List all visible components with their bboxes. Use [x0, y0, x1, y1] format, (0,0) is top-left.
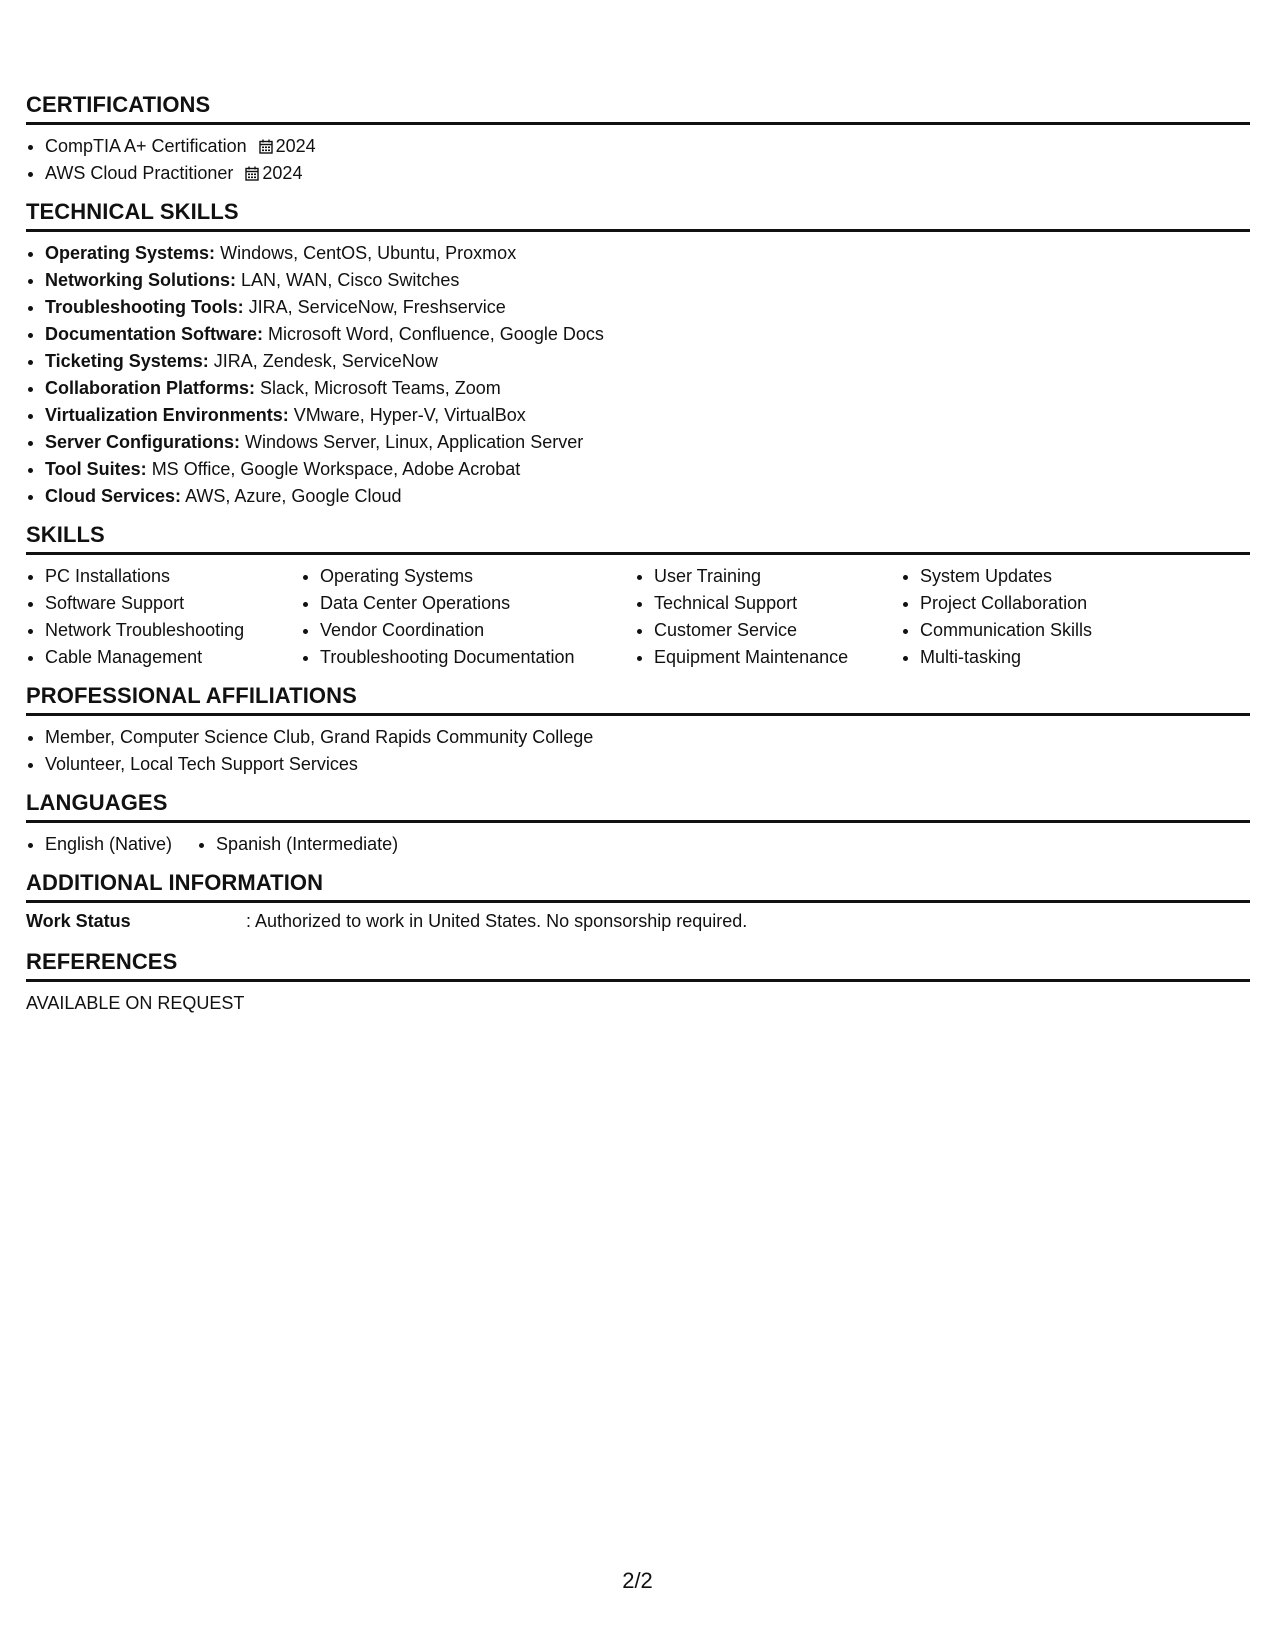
skill-item: • Network Troubleshooting — [45, 617, 301, 644]
technical-skill-item — [45, 429, 1250, 456]
skill-item: • Equipment Maintenance — [654, 644, 901, 671]
skill-category: Documentation Software: — [45, 324, 264, 344]
affiliations-list — [26, 724, 1250, 778]
skill-category: Collaboration Platforms: — [45, 378, 256, 398]
calendar-icon — [245, 166, 259, 181]
skill-category: Virtualization Environments: — [45, 405, 289, 425]
references-heading: REFERENCES — [26, 949, 1250, 982]
certifications-list — [26, 133, 1250, 187]
skill-item: • Software Support — [45, 590, 301, 617]
technical-skill-item — [45, 321, 1250, 348]
technical-skills-heading: TECHNICAL SKILLS — [26, 199, 1250, 232]
skill-values: Windows Server, Linux, Application Server — [245, 432, 584, 452]
certifications-section — [26, 92, 1250, 187]
skill-category: Operating Systems: — [45, 243, 216, 263]
skill-values: Windows, CentOS, Ubuntu, Proxmox — [220, 243, 517, 263]
technical-skills-section — [26, 199, 1250, 510]
skill-values: LAN, WAN, Cisco Switches — [241, 270, 460, 290]
skill-values: JIRA, Zendesk, ServiceNow — [213, 351, 438, 371]
affiliation-item: • Member, Computer Science Club, Grand Rapids Community College — [45, 724, 1250, 751]
languages-section — [26, 790, 1250, 858]
certification-item — [45, 160, 1250, 187]
affiliation-item: • Volunteer, Local Tech Support Services — [45, 751, 1250, 778]
skill-item: • Vendor Coordination — [320, 617, 635, 644]
technical-skill-item — [45, 375, 1250, 402]
skill-values: Microsoft Word, Confluence, Google Docs — [268, 324, 604, 344]
skill-item: • User Training — [654, 563, 901, 590]
languages-list — [26, 831, 1250, 858]
skills-column — [635, 563, 901, 671]
skill-item: • System Updates — [920, 563, 1220, 590]
language-item: • Spanish (Intermediate) — [216, 831, 398, 858]
skill-category: Tool Suites: — [45, 459, 147, 479]
certification-year: 2024 — [262, 163, 303, 183]
work-status-value: : Authorized to work in United States. No sponsorship required. — [246, 911, 748, 931]
technical-skill-item — [45, 294, 1250, 321]
skill-item: • Technical Support — [654, 590, 901, 617]
certification-year: 2024 — [275, 136, 316, 156]
technical-skill-item — [45, 456, 1250, 483]
skill-item: • Multi-tasking — [920, 644, 1220, 671]
references-section — [26, 949, 1250, 1017]
skill-values: JIRA, ServiceNow, Freshservice — [248, 297, 506, 317]
skill-category: Cloud Services: — [45, 486, 182, 506]
certification-name: CompTIA A+ Certification — [45, 136, 247, 156]
skill-item: • Project Collaboration — [920, 590, 1220, 617]
language-item: • English (Native) — [45, 831, 172, 858]
certification-name: AWS Cloud Practitioner — [45, 163, 234, 183]
skill-item: • Data Center Operations — [320, 590, 635, 617]
affiliations-section — [26, 683, 1250, 778]
technical-skill-item — [45, 348, 1250, 375]
additional-info-section — [26, 870, 1250, 935]
skill-item: • Cable Management — [45, 644, 301, 671]
page-number: 2/2 — [622, 1568, 653, 1593]
languages-heading: LANGUAGES — [26, 790, 1250, 823]
skill-values: MS Office, Google Workspace, Adobe Acrobat — [151, 459, 521, 479]
affiliations-heading: PROFESSIONAL AFFILIATIONS — [26, 683, 1250, 716]
skill-category: Server Configurations: — [45, 432, 241, 452]
skill-item: • PC Installations — [45, 563, 301, 590]
technical-skill-item — [45, 483, 1250, 510]
skill-category: Networking Solutions: — [45, 270, 236, 290]
references-text: AVAILABLE ON REQUEST — [26, 993, 245, 1013]
skill-item: • Customer Service — [654, 617, 901, 644]
skill-item: • Communication Skills — [920, 617, 1220, 644]
technical-skill-item — [45, 240, 1250, 267]
work-status-label: Work Status — [26, 911, 131, 931]
certifications-heading: CERTIFICATIONS — [26, 92, 1250, 125]
skill-values: AWS, Azure, Google Cloud — [185, 486, 402, 506]
skills-grid — [26, 563, 1250, 671]
resume-page — [26, 92, 1250, 1017]
skills-heading: SKILLS — [26, 522, 1250, 555]
skill-item: • Troubleshooting Documentation — [320, 644, 635, 671]
skill-values: Slack, Microsoft Teams, Zoom — [260, 378, 501, 398]
work-status-row — [26, 908, 1250, 935]
technical-skill-item — [45, 402, 1250, 429]
technical-skills-list — [26, 240, 1250, 510]
skills-column — [901, 563, 1220, 671]
calendar-icon — [259, 139, 273, 154]
skill-category: Ticketing Systems: — [45, 351, 209, 371]
skill-values: VMware, Hyper-V, VirtualBox — [293, 405, 526, 425]
skill-item: • Operating Systems — [320, 563, 635, 590]
certification-item — [45, 133, 1250, 160]
technical-skill-item — [45, 267, 1250, 294]
additional-info-heading: ADDITIONAL INFORMATION — [26, 870, 1250, 903]
skills-section — [26, 522, 1250, 671]
skills-column — [26, 563, 301, 671]
skill-category: Troubleshooting Tools: — [45, 297, 244, 317]
skills-column — [301, 563, 635, 671]
